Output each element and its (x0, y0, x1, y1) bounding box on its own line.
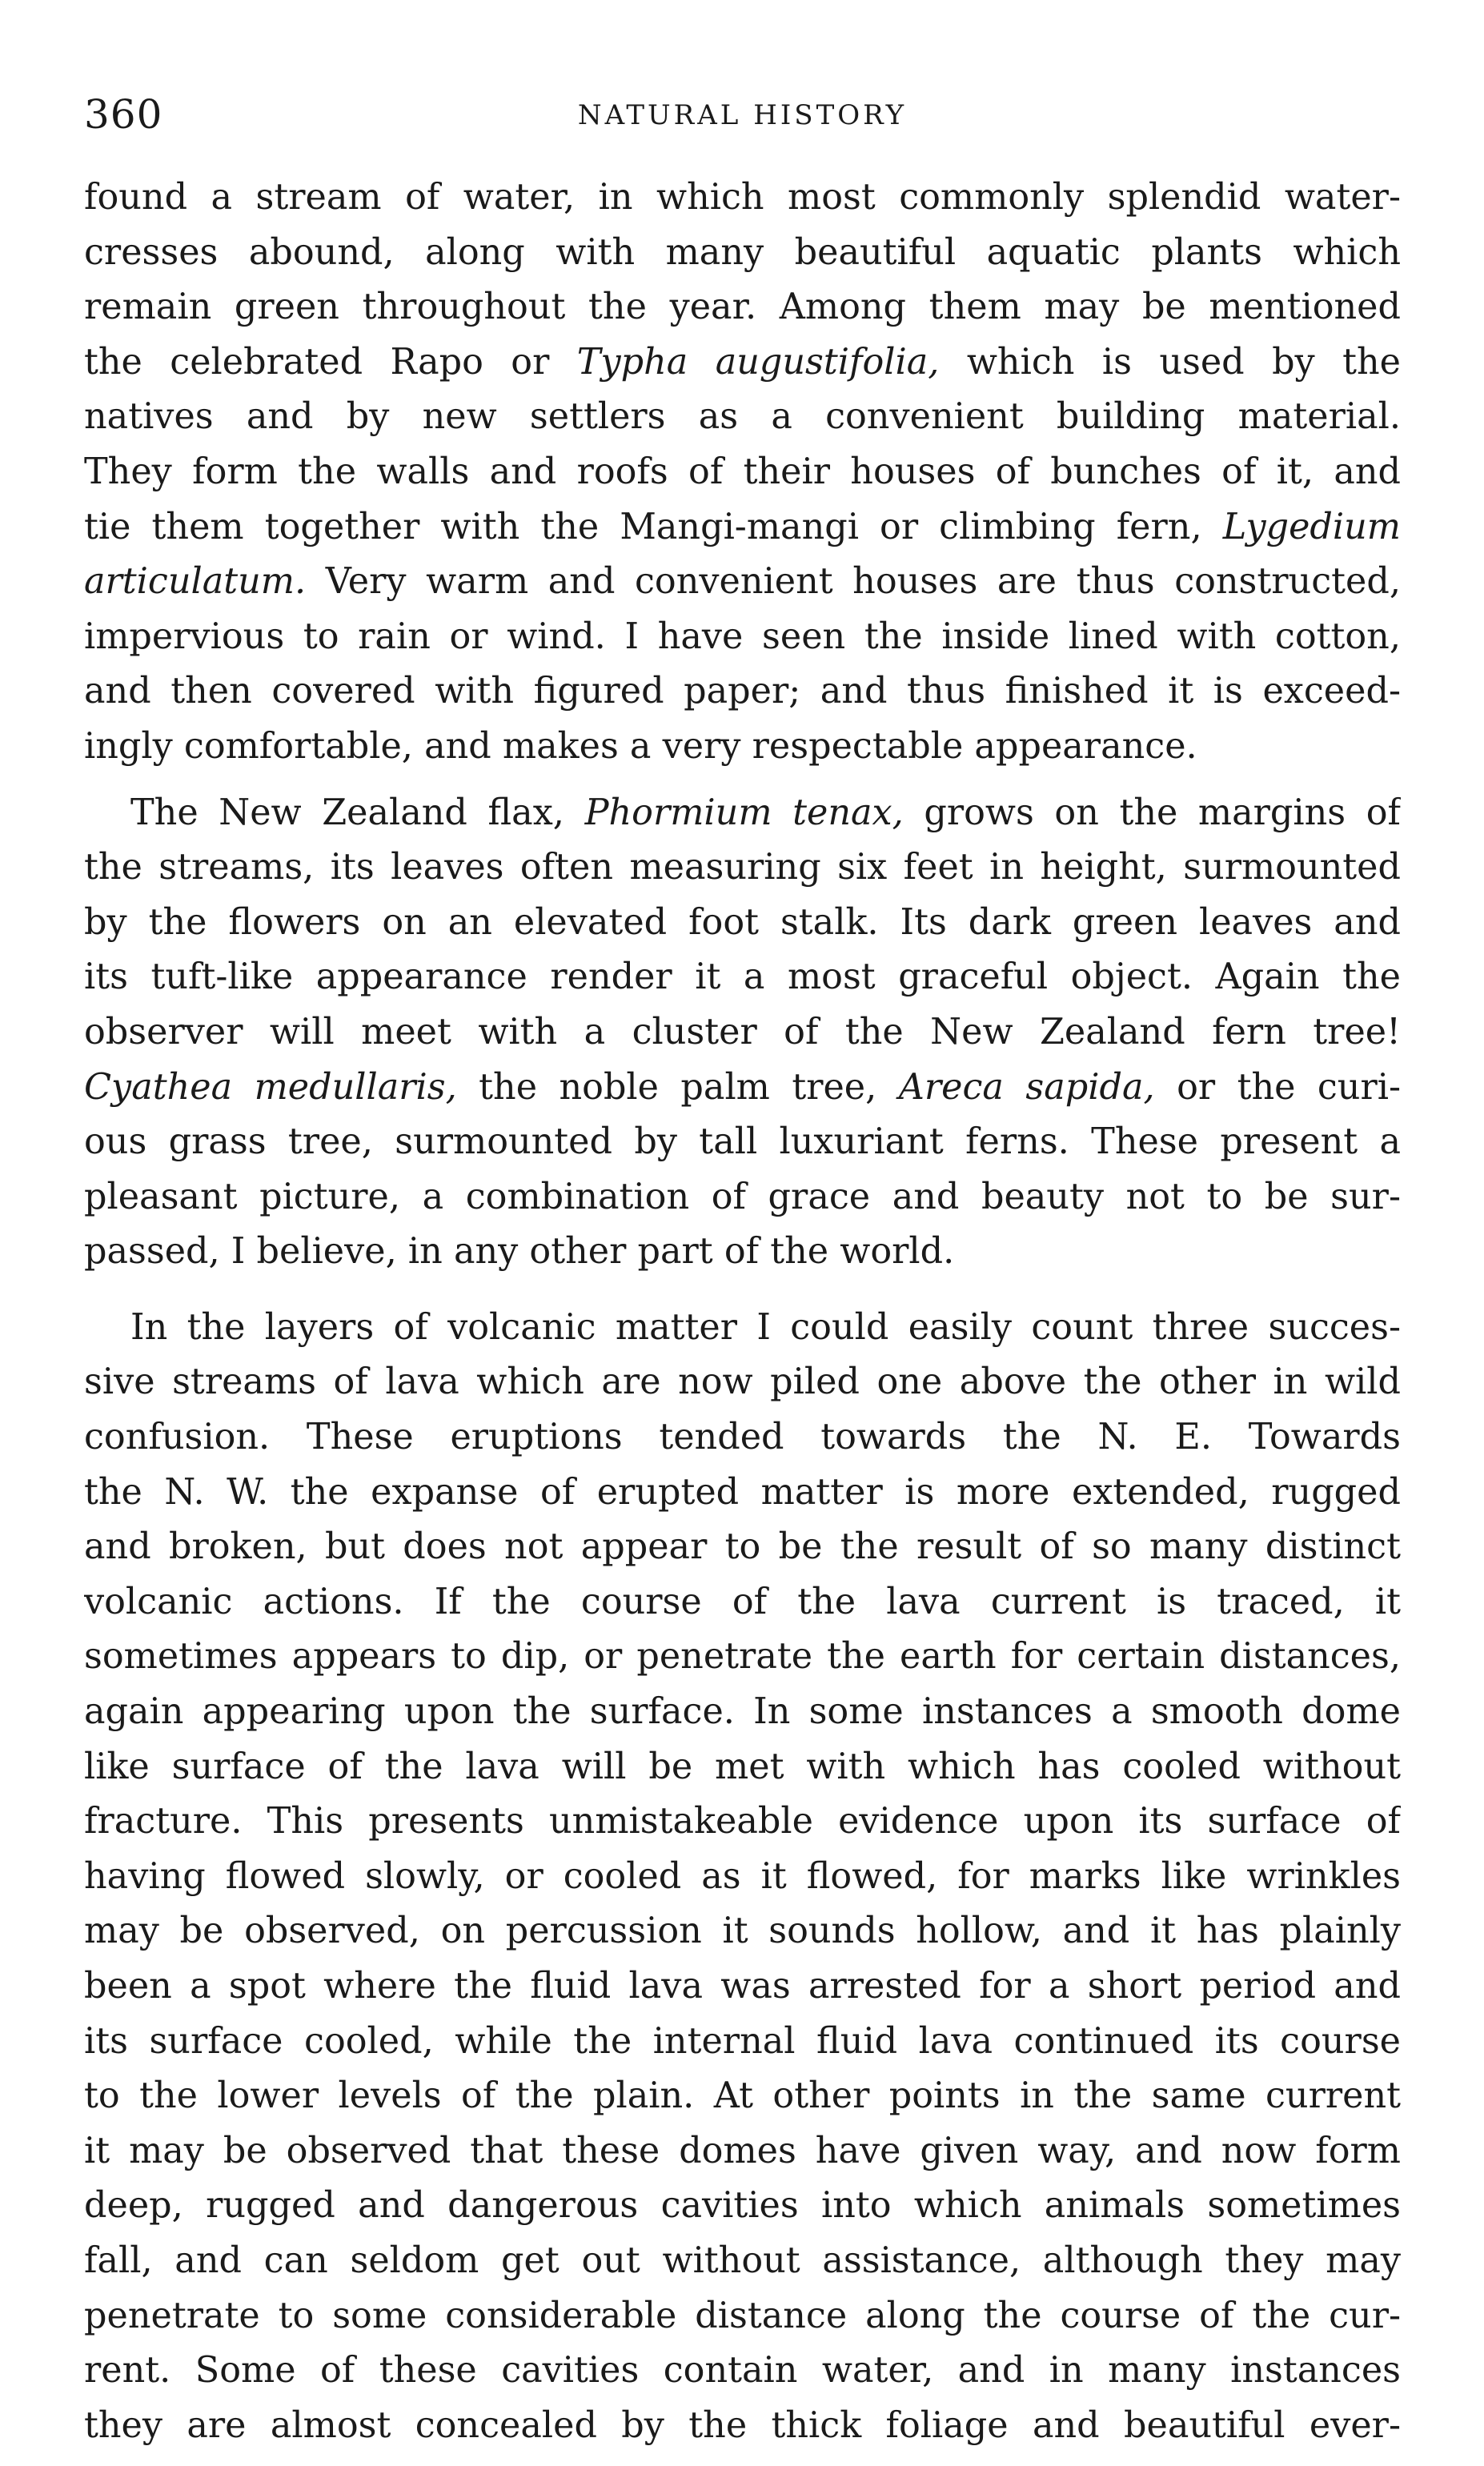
text-line: to the lower levels of the plain. At other points in the same current (84, 2075, 1401, 2117)
text-line: deep, rugged and dangerous cavities into which animals sometimes (84, 2185, 1401, 2227)
paragraph-1 (84, 170, 1401, 775)
text-line: articulatum. Very warm and convenient houses are thus constructed, (84, 561, 1401, 603)
text-line: impervious to rain or wind. I have seen the inside lined with cotton, (84, 615, 1401, 657)
text-line: the celebrated Rapo or Typha augustifolia, which is used by the (84, 341, 1401, 383)
text-line: remain green throughout the year. Among them may be mentioned (84, 287, 1401, 328)
text-line: like surface of the lava will be met with which has cooled without (84, 1746, 1401, 1787)
text-line: natives and by new settlers as a convenient building material. (84, 396, 1401, 438)
running-title: NATURAL HISTORY (577, 99, 908, 131)
text-line: fracture. This presents unmistakeable evidence upon its surface of (84, 1801, 1401, 1842)
text-line: and then covered with figured paper; and thus finished it is exceed- (84, 671, 1401, 712)
paragraph-2 (84, 786, 1401, 1280)
text-line: sometimes appears to dip, or penetrate the earth for certain distances, (84, 1636, 1401, 1678)
text-line: again appearing upon the surface. In some instances a smooth dome (84, 1691, 1401, 1733)
text-line: its tuft-like appearance render it a most graceful object. Again the (84, 956, 1401, 998)
text-line: tie them together with the Mangi-mangi or climbing fern, Lygedium (84, 506, 1401, 547)
text-line: sive streams of lava which are now piled one above the other in wild (84, 1361, 1401, 1403)
italic-term: Phormium tenax, (584, 792, 904, 833)
text-line: the streams, its leaves often measuring six feet in height, surmounted (84, 847, 1401, 888)
text-line: confusion. These eruptions tended towards the N. E. Towards (84, 1417, 1401, 1458)
text-line: pleasant picture, a combination of grace and beauty not to be sur- (84, 1176, 1401, 1217)
text-line: and broken, but does not appear to be the result of so many distinct (84, 1526, 1401, 1568)
text-line: Cyathea medullaris, the noble palm tree, Areca sapida, or the curi- (84, 1066, 1401, 1108)
text-line: rent. Some of these cavities contain water, and in many instances (84, 2350, 1401, 2392)
running-head (84, 86, 1401, 142)
text-line: having flowed slowly, or cooled as it flowed, for marks like wrinkles (84, 1855, 1401, 1897)
italic-term: Lygedium (1222, 506, 1401, 547)
body-text (84, 170, 1401, 2453)
text-line: by the flowers on an elevated foot stalk. Its dark green leaves and (84, 901, 1401, 943)
text-line: volcanic actions. If the course of the lava current is traced, it (84, 1581, 1401, 1622)
text-line: may be observed, on percussion it sounds hollow, and it has plainly (84, 1911, 1401, 1952)
text-line: it may be observed that these domes have given way, and now form (84, 2130, 1401, 2171)
text-line: found a stream of water, in which most commonly splendid water- (84, 177, 1401, 218)
page-number: 360 (84, 91, 163, 138)
text-line: penetrate to some considerable distance along the course of the cur- (84, 2295, 1401, 2336)
italic-term: articulatum. (84, 561, 307, 603)
text-line: fall, and can seldom get out without assistance, although they may (84, 2239, 1401, 2281)
text-line: the N. W. the expanse of erupted matter is more extended, rugged (84, 1471, 1401, 1513)
italic-term: Typha augustifolia, (576, 341, 940, 383)
text-line: passed, I believe, in any other part of the world. (84, 1231, 955, 1273)
text-line: its surface cooled, while the internal fluid lava continued its course (84, 2020, 1401, 2062)
text-line: observer will meet with a cluster of the New Zealand fern tree! (84, 1011, 1401, 1053)
text-line: been a spot where the fluid lava was arrested for a short period and (84, 1966, 1401, 2007)
paragraph-3 (84, 1301, 1401, 2453)
text-line: cresses abound, along with many beautiful aquatic plants which (84, 231, 1401, 273)
text-line: ous grass tree, surmounted by tall luxuriant ferns. These present a (84, 1121, 1401, 1163)
text-line: In the layers of volcanic matter I could easily count three succes- (130, 1306, 1401, 1348)
text-line: The New Zealand flax, Phormium tenax, grows on the margins of (130, 792, 1401, 833)
italic-term: Cyathea medullaris, (84, 1066, 457, 1108)
italic-term: Areca sapida, (898, 1066, 1155, 1108)
text-line: ingly comfortable, and makes a very respectable appearance. (84, 725, 1197, 767)
text-line: They form the walls and roofs of their houses of bunches of it, and (84, 451, 1401, 492)
text-line: they are almost concealed by the thick foliage and beautiful ever- (84, 2404, 1401, 2446)
